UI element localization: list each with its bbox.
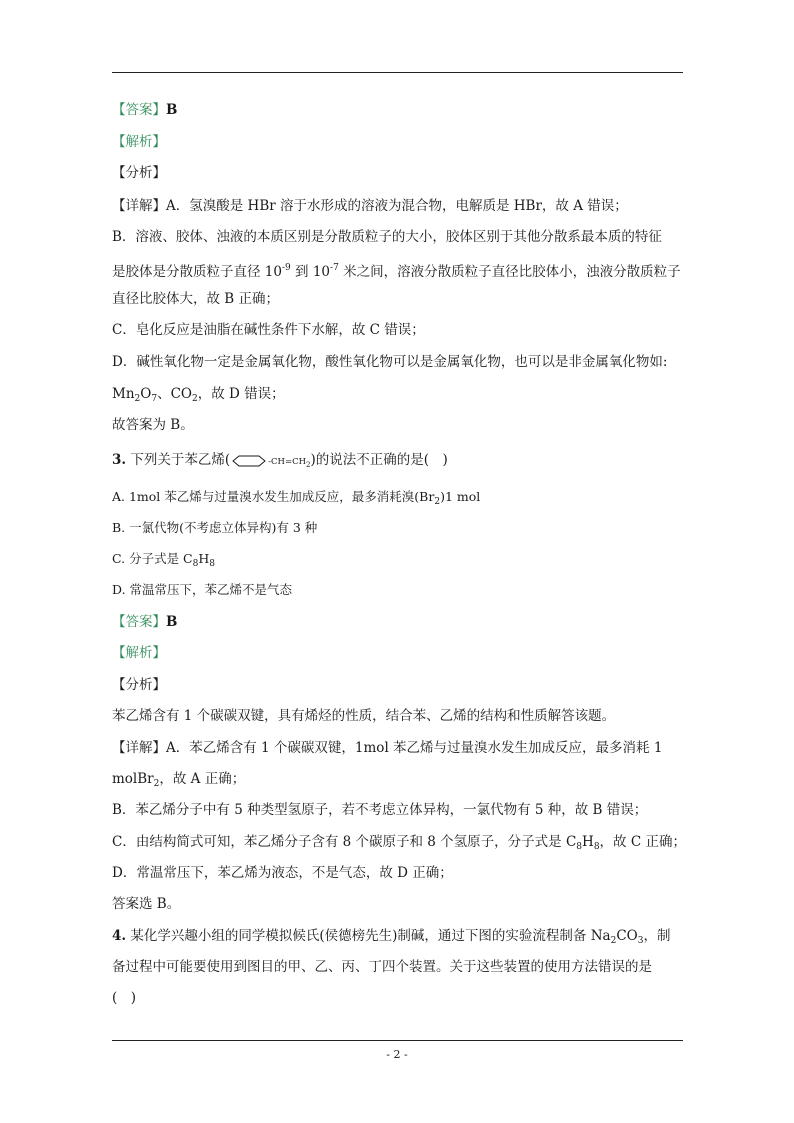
detail-tag: 【详解】 <box>112 740 166 756</box>
q3-detail-a2-post: ，故 A 正确； <box>159 771 246 787</box>
q3-opt-c-s1: 8 <box>192 559 199 569</box>
page-number: - 2 - <box>386 1048 408 1061</box>
q2-b2-mid: 到 10 <box>290 264 331 280</box>
q3-detail-b: B．苯乙烯分子中有 5 种类型氢原子，若不考虑立体异构，一氯代物有 5 种，故 B 错误； <box>112 802 648 818</box>
q4-line1-sub1: 2 <box>610 936 617 946</box>
q3-detail-c-s1: 8 <box>576 842 583 852</box>
q3-detail-c-s2: 8 <box>593 842 600 852</box>
detail-tag: 【详解】 <box>112 198 166 214</box>
q2-d2-d: ，故 D 错误； <box>197 386 285 402</box>
q2-detail-a <box>112 196 628 216</box>
answer-tag: 【答案】 <box>112 102 166 118</box>
q2-detail-c: C．皂化反应是油脂在碱性条件下水解，故 C 错误； <box>112 322 425 338</box>
q3-structure-label: -CH=CH <box>268 457 306 467</box>
q3-detail-a1-text: A．苯乙烯含有 1 个碳碳双键，1mol 苯乙烯与过量溴水发生加成反应，最多消耗 1 <box>166 740 663 756</box>
q3-opt-c-mid: H <box>198 551 210 566</box>
q3-detail-a1 <box>112 738 662 758</box>
q3-conclusion: 答案选 B。 <box>112 896 181 912</box>
q3-opt-a-sub: 2 <box>434 497 441 507</box>
q3-stem <box>112 450 448 475</box>
q3-detail-d: D．常温常压下，苯乙烯为液态，不是气态，故 D 正确； <box>112 865 453 881</box>
q2-conclusion: 故答案为 B。 <box>112 417 194 433</box>
q3-analysis-tag: 【解析】 <box>112 645 166 661</box>
q3-stem-pre: 下列关于苯乙烯( <box>130 452 231 468</box>
q2-b2-post: 米之间，溶液分散质粒子直径比胶体小，浊液分散质粒子 <box>338 264 681 280</box>
q2-detail-b3: 直径比胶体大，故 B 正确； <box>112 291 280 307</box>
q3-opt-a-pre: A. 1mol 苯乙烯与过量溴水发生加成反应，最多消耗溴(Br <box>112 489 435 504</box>
q3-stem-post: )的说法不正确的是( ) <box>310 452 448 468</box>
q4-line1-mid: CO <box>616 928 638 944</box>
q2-d2-a: Mn <box>112 386 135 402</box>
q3-detail-a2-pre: molBr <box>112 771 154 787</box>
q2-b2-pre: 是胶体是分散质粒子直径 10 <box>112 264 282 280</box>
answer-tag: 【答案】 <box>112 614 166 630</box>
q2-detail-b2 <box>112 258 681 282</box>
q3-detail-c <box>112 832 686 857</box>
q4-line1-post: ，制 <box>643 928 671 944</box>
q2-d2-s1: 2 <box>134 394 141 404</box>
q3-detail-a2-sub: 2 <box>153 779 160 789</box>
q3-option-c <box>112 549 215 574</box>
q2-analysis-tag: 【解析】 <box>112 134 166 150</box>
q3-structure-sub: 2 <box>306 461 311 469</box>
q2-b2-exp2: -7 <box>330 263 339 273</box>
q3-fenxi-tag: 【分析】 <box>112 677 166 693</box>
q3-option-d: D. 常温常压下，苯乙烯不是气态 <box>112 582 293 597</box>
q3-detail-c-post: ，故 C 正确； <box>599 834 686 850</box>
q2-answer-value: B <box>166 102 178 118</box>
q4-line1-pre: 某化学兴趣小组的同学模拟候氏(侯德榜先生)制碱，通过下图的实验流程制备 Na <box>130 928 611 944</box>
q3-fenxi-text: 苯乙烯含有 1 个碳碳双键，具有烯烃的性质，结合苯、乙烯的结构和性质解答该题。 <box>112 708 616 724</box>
q4-number: 4. <box>112 928 127 944</box>
q3-opt-c-s2: 8 <box>209 559 215 569</box>
q2-fenxi-tag: 【分析】 <box>112 165 166 181</box>
footer-rule <box>112 1040 683 1041</box>
q2-detail-d2 <box>112 384 285 409</box>
q3-detail-a2 <box>112 769 245 794</box>
q2-b2-exp1: -9 <box>281 263 291 273</box>
header-rule <box>112 72 683 73</box>
q2-detail-d1: D．碱性氧化物一定是金属氧化物，酸性氧化物可以是金属氧化物，也可以是非金属氧化物如: <box>112 354 668 370</box>
q2-d2-b: O <box>140 386 152 402</box>
q3-answer-line <box>112 612 177 632</box>
q3-detail-c-mid: H <box>582 834 594 850</box>
q3-option-b: B. 一氯代物(不考虑立体异构)有 3 种 <box>112 520 318 535</box>
benzene-ring-icon <box>230 454 268 468</box>
q2-answer-line <box>112 100 177 120</box>
q3-answer-value: B <box>166 614 178 630</box>
q2-d2-s2: 7 <box>151 394 158 404</box>
q2-detail-a-text: A．氢溴酸是 HBr 溶于水形成的溶液为混合物，电解质是 HBr，故 A 错误； <box>166 198 628 214</box>
q3-opt-a-post: )1 mol <box>440 489 481 504</box>
q3-option-a <box>112 487 480 512</box>
q2-d2-c: 、CO <box>157 386 192 402</box>
q3-number: 3. <box>112 452 127 468</box>
q4-stem-line2: 备过程中可能要使用到图目的甲、乙、丙、丁四个装置。关于这些装置的使用方法错误的是 <box>112 959 652 975</box>
q4-stem-line1 <box>112 926 670 951</box>
q2-detail-b1: B．溶液、胶体、浊液的本质区别是分散质粒子的大小，胶体区别于其他分散系最本质的特征 <box>112 229 662 245</box>
q3-opt-c-pre: C. 分子式是 C <box>112 551 193 566</box>
q4-line1-sub2: 3 <box>637 936 644 946</box>
q3-detail-c-pre: C．由结构简式可知，苯乙烯分子含有 8 个碳原子和 8 个氢原子，分子式是 C <box>112 834 577 850</box>
q4-stem-line3: ( ) <box>112 990 137 1006</box>
q2-d2-s3: 2 <box>191 394 198 404</box>
